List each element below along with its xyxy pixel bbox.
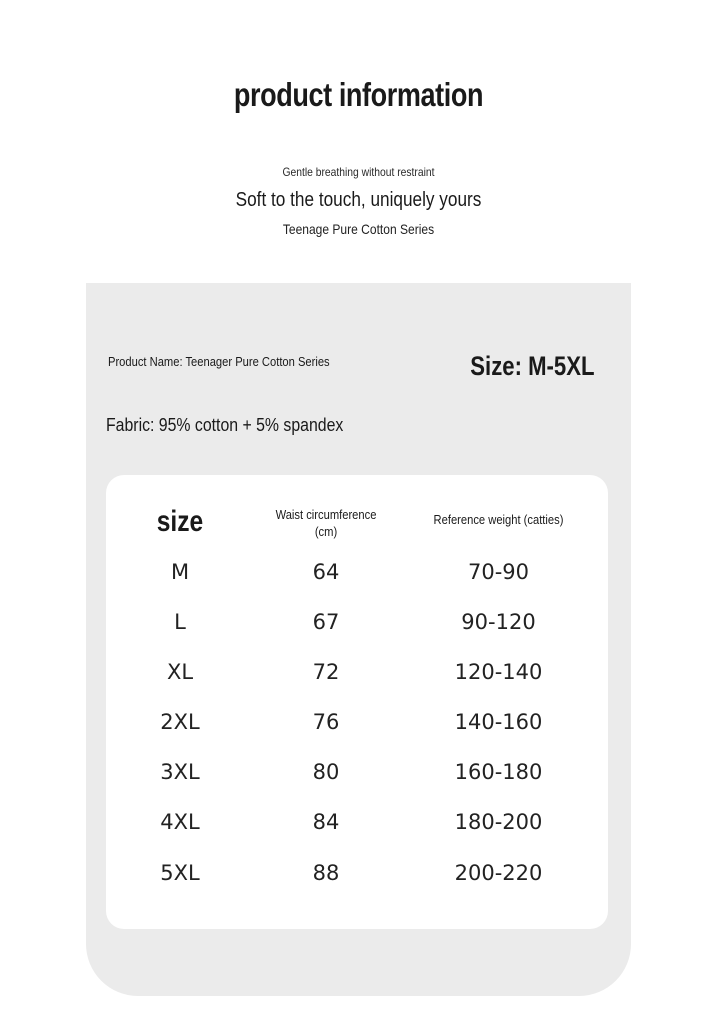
tagline-main: Soft to the touch, uniquely yours xyxy=(235,189,482,211)
column-header-size: size xyxy=(156,505,204,538)
cell-waist: 67 xyxy=(312,610,340,634)
cell-weight: 140-160 xyxy=(454,710,543,734)
cell-size: L xyxy=(174,610,186,634)
column-header-weight: Reference weight (catties) xyxy=(433,512,564,527)
column-header-waist-line2: (cm) xyxy=(314,524,338,539)
table-row xyxy=(106,556,608,588)
cell-weight: 70-90 xyxy=(467,560,530,584)
column-header-waist xyxy=(266,506,386,540)
cell-weight: 160-180 xyxy=(454,760,543,784)
size-range: Size: M-5XL xyxy=(470,351,595,381)
table-row xyxy=(106,806,608,838)
info-panel xyxy=(86,283,631,996)
cell-size: M xyxy=(170,560,190,584)
tagline-series: Teenage Pure Cotton Series xyxy=(282,221,435,237)
cell-waist: 80 xyxy=(312,760,340,784)
tagline-small: Gentle breathing without restraint xyxy=(282,165,435,179)
fabric-composition: Fabric: 95% cotton + 5% spandex xyxy=(106,415,344,435)
cell-weight: 120-140 xyxy=(454,660,543,684)
cell-size: 4XL xyxy=(160,810,200,834)
cell-size: 2XL xyxy=(160,710,200,734)
cell-weight: 200-220 xyxy=(454,861,543,885)
cell-waist: 72 xyxy=(312,660,340,684)
table-row xyxy=(106,857,608,889)
cell-waist: 76 xyxy=(312,710,340,734)
product-name: Product Name: Teenager Pure Cotton Series xyxy=(108,354,330,369)
cell-size: 3XL xyxy=(160,760,200,784)
cell-waist: 64 xyxy=(312,560,340,584)
column-header-waist-line1: Waist circumference xyxy=(275,507,377,522)
table-row xyxy=(106,606,608,638)
table-row xyxy=(106,656,608,688)
cell-size: 5XL xyxy=(160,861,200,885)
cell-waist: 84 xyxy=(312,810,340,834)
cell-weight: 180-200 xyxy=(454,810,543,834)
cell-weight: 90-120 xyxy=(461,610,536,634)
table-row xyxy=(106,706,608,738)
size-table xyxy=(106,475,608,929)
table-row xyxy=(106,756,608,788)
cell-size: XL xyxy=(166,660,194,684)
page-title: product information xyxy=(233,76,484,113)
cell-waist: 88 xyxy=(312,861,340,885)
